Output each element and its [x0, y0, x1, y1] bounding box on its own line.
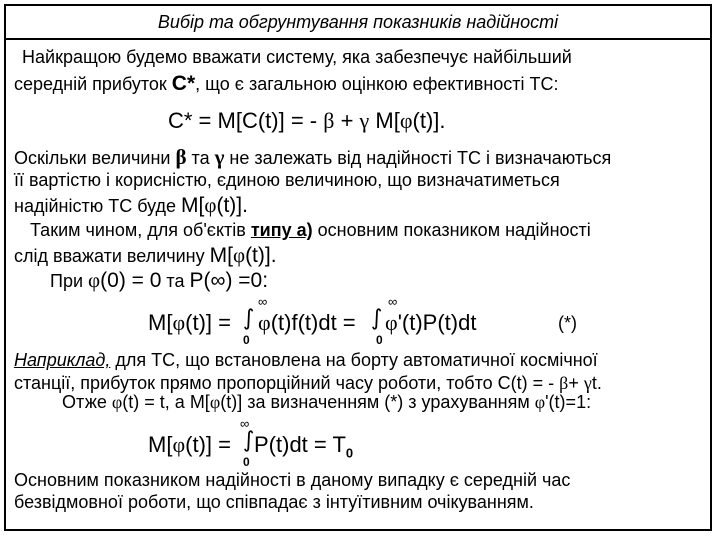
formula-3-right: $P(t)dt = T_0$ [254, 432, 354, 461]
paragraph-4-line-1: Наприклад, для ТС, що встановлена на борту автоматичної космічної [14, 350, 598, 370]
paragraph-3-line-1: Таким чином, для об'єктів типу а) основним показником надійності [30, 220, 591, 240]
paragraph-4-line-3: Отже φ(t) = t, а M[φ(t)] за визначенням (*) з урахуванням φ'(t)=1: [62, 392, 592, 412]
integral-sign: ∫ [243, 306, 255, 331]
paragraph-4-line-2: станції, прибуток прямо пропорційний часу роботи, тобто C(t) = - β+ γt. [14, 373, 602, 393]
paragraph-1-line-2: середній прибуток С*, що є загальною оцінкою ефективності ТС: [14, 72, 559, 95]
integral-upper-limit: ∞ [258, 294, 268, 309]
integral-upper-limit-3: ∞ [240, 416, 250, 431]
formula-2-left: M[φ(t)] = [148, 310, 231, 335]
integral-lower-limit-3: 0 [243, 455, 250, 469]
condition-line: При φ(0) = 0 та P(∞) =0: [50, 268, 269, 292]
formula-3-left: M[φ(t)] = [148, 432, 231, 457]
integral-sign-3: ∫ [243, 428, 255, 453]
formula-2-right: φ'(t)P(t)dt [385, 310, 477, 335]
integral-upper-limit-2: ∞ [388, 294, 398, 309]
paragraph-1-line-1: Найкращою будемо вважати систему, яка забезпечує найбільший [22, 47, 572, 67]
integral-lower-limit: 0 [243, 333, 250, 347]
formula-2-middle: φ(t)f(t)dt = [258, 310, 356, 335]
slide-title: Вибір та обгрунтування показників надійності [6, 6, 710, 40]
integral-lower-limit-2: 0 [376, 333, 383, 347]
paragraph-5-line-1: Основним показником надійності в даному випадку є середній час [14, 470, 571, 490]
paragraph-2-line-1: Оскільки величини β та γ не залежать від надійності ТС і визначаються [14, 145, 612, 169]
paragraph-2-line-3: надійністю ТС буде M[φ(t)]. [14, 193, 248, 217]
formula-1: С* = M[C(t)] = - β + γ M[φ(t)]. [168, 108, 446, 133]
equation-tag: (*) [558, 313, 577, 333]
integral-sign-2: ∫ [371, 306, 383, 331]
paragraph-2-line-2: її вартістю і корисністю, єдиною величиною, що визначатиметься [14, 170, 560, 190]
c-star: С* [171, 72, 196, 95]
paragraph-5-line-2: безвідмовної роботи, що співпадає з інтуїтивним очікуванням. [14, 492, 534, 512]
paragraph-3-line-2: слід вважати величину M[φ(t)]. [14, 243, 277, 267]
